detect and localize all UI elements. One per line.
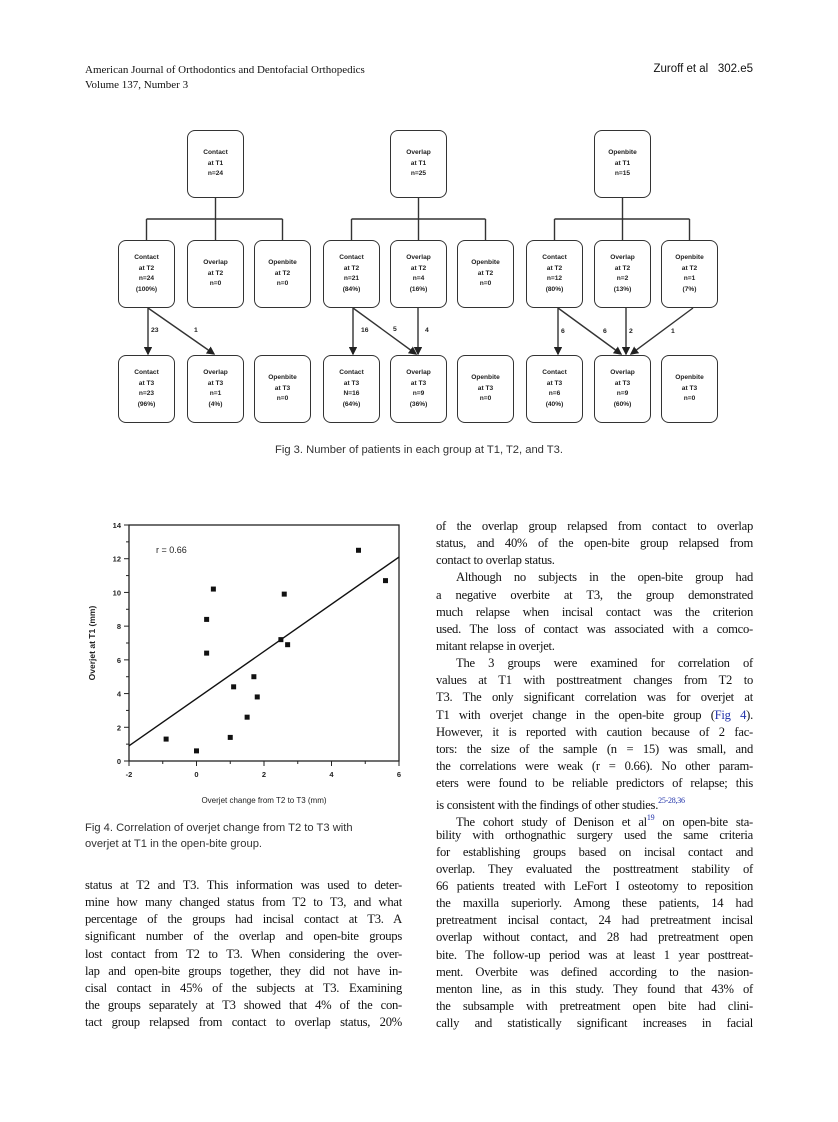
t3-status-box: Overlap at T3 n=1 (4%) — [187, 355, 244, 423]
text-segment: The cohort study of Denison et al — [456, 815, 647, 830]
y-tick-label: 10 — [112, 588, 121, 598]
page-number: 302.e5 — [717, 63, 753, 75]
figure-4-scatter-chart — [80, 515, 420, 815]
text-line — [436, 809, 753, 830]
text-segment: values at T1 with posttreatment changes from T2 to — [436, 673, 753, 688]
transition-count-label: 16 — [361, 327, 369, 334]
text-line — [436, 964, 753, 981]
t2-status-box: Contact at T2 n=24 (100%) — [118, 240, 175, 308]
text-line — [436, 724, 753, 741]
text-line — [85, 894, 402, 911]
text-line — [436, 929, 753, 946]
data-point — [211, 587, 216, 592]
x-tick-label: 6 — [396, 770, 402, 779]
text-segment: of the overlap group relapsed from contact to overlap — [436, 519, 753, 533]
text-line — [436, 775, 753, 792]
text-segment: contact to overlap status. — [436, 553, 555, 568]
text-line — [85, 928, 402, 945]
y-tick-label: 8 — [116, 622, 121, 632]
transition-count-label: 1 — [194, 327, 198, 334]
text-segment: the subsample with pretreatment open bite had clini- — [436, 998, 753, 1013]
x-tick-label: 0 — [194, 770, 199, 779]
t2-status-box: Openbite at T2 n=0 — [254, 240, 311, 308]
text-segment: pretreatment incisal contact, 24 had pretreatment incisal — [436, 913, 753, 928]
text-segment: cally and statistically significant increases in facial — [436, 1016, 753, 1031]
text-segment: bility with orthognathic surgery used the same criteria — [436, 827, 753, 842]
text-segment: cisal contact in 45% of the subjects at T3. Examining — [85, 980, 402, 995]
data-point — [251, 674, 256, 679]
data-point — [356, 548, 361, 553]
y-tick-label: 0 — [116, 757, 121, 766]
text-segment: much relapse when incisal contact was the criterion — [436, 604, 753, 619]
transition-count-label: 6 — [561, 328, 565, 335]
x-axis-label: Overjet change from T2 to T3 (mm) — [201, 796, 327, 805]
text-segment: eters were found to be reliable predictors of relapse; this — [436, 776, 753, 791]
y-tick-label: 2 — [116, 723, 121, 733]
transition-count-label: 2 — [629, 328, 633, 335]
figure-3-flow-diagram — [0, 0, 838, 470]
body-column-left — [85, 877, 402, 1031]
text-segment: status at T2 and T3. This information was used to deter- — [85, 878, 402, 892]
text-segment: a negative overbite at T3, the group demonstrated — [436, 587, 753, 602]
data-point — [194, 748, 199, 753]
text-line — [436, 707, 753, 724]
text-segment: lost contact from T2 to T3. When considering the over- — [85, 946, 402, 961]
data-point — [278, 637, 283, 642]
t2-status-box: Openbite at T2 n=1 (7%) — [661, 240, 718, 308]
text-line — [436, 878, 753, 895]
y-tick-label: 4 — [116, 689, 121, 699]
text-line — [436, 638, 753, 655]
text-line — [436, 741, 753, 758]
text-line — [85, 946, 402, 963]
data-point — [285, 642, 290, 647]
text-segment: The 3 groups were examined for correlation of — [456, 656, 753, 671]
text-segment: Although no subjects in the open-bite group had — [456, 570, 753, 585]
text-line — [436, 827, 753, 844]
flow-arrow — [631, 308, 693, 354]
text-segment: on open-bite sta- — [654, 815, 753, 830]
text-segment: the correlations were weak (r = 0.66). No other param- — [436, 758, 753, 773]
text-segment: T3. The only significant correlation was for overjet at — [436, 690, 753, 705]
text-line — [85, 1014, 402, 1031]
text-segment: used. The loss of contact was associated with a comco- — [436, 621, 753, 636]
text-line — [436, 861, 753, 878]
data-point — [164, 737, 169, 742]
y-tick-label: 12 — [112, 554, 121, 564]
t3-status-box: Contact at T3 N=16 (64%) — [323, 355, 380, 423]
figure-link[interactable]: Fig 4 — [714, 707, 747, 722]
t2-status-box: Overlap at T2 n=4 (16%) — [390, 240, 447, 308]
regression-line — [129, 557, 399, 746]
x-tick-label: -2 — [125, 770, 133, 779]
text-line — [436, 895, 753, 912]
data-point — [204, 617, 209, 622]
transition-count-label: 6 — [603, 328, 607, 335]
text-segment: status, and 40% of the open-bite group relapsed from — [436, 536, 753, 551]
t3-status-box: Openbite at T3 n=0 — [254, 355, 311, 423]
journal-volume: Volume 137, Number 3 — [85, 79, 189, 91]
text-line — [85, 980, 402, 997]
text-line — [436, 518, 753, 535]
text-line — [85, 963, 402, 980]
t3-status-box: Contact at T3 n=23 (96%) — [118, 355, 175, 423]
text-segment: mitant relapse in overjet. — [436, 638, 555, 653]
citation-superscript[interactable]: 25-28,36 — [658, 796, 685, 806]
x-tick-label: 2 — [261, 770, 267, 779]
text-line — [436, 1015, 753, 1032]
text-segment: ). — [746, 707, 753, 722]
text-line — [436, 758, 753, 775]
plot-frame — [129, 525, 399, 761]
t1-group-box: Openbite at T1 n=15 — [594, 130, 651, 198]
data-point — [383, 578, 388, 583]
text-line — [436, 998, 753, 1015]
t3-status-box: Openbite at T3 n=0 — [457, 355, 514, 423]
t3-status-box: Contact at T3 n=6 (40%) — [526, 355, 583, 423]
figure-3-caption: Fig 3. Number of patients in each group at T1, T2, and T3. — [275, 444, 563, 456]
text-segment: bite. The follow-up period was at least 1 year posttreat- — [436, 947, 753, 962]
x-tick-label: 4 — [329, 770, 334, 779]
flow-arrow — [558, 308, 621, 354]
text-segment: tors: the size of the sample (n = 15) was small, and — [436, 741, 753, 756]
text-segment: tact group relapsed from contact to overlap status, 20% — [85, 1015, 402, 1030]
text-line — [436, 947, 753, 964]
text-line — [436, 672, 753, 689]
transition-count-label: 23 — [151, 327, 159, 334]
figure-4-caption-line: overjet at T1 in the open-bite group. — [85, 837, 263, 850]
y-tick-label: 6 — [116, 655, 121, 665]
data-point — [282, 592, 287, 597]
transition-count-label: 5 — [393, 326, 397, 333]
text-line — [436, 621, 753, 638]
figure-4-caption — [85, 821, 353, 852]
text-line — [436, 981, 753, 998]
text-line — [436, 912, 753, 929]
text-line — [436, 844, 753, 861]
t3-status-box: Openbite at T3 n=0 — [661, 355, 718, 423]
text-segment: is consistent with the findings of other studies. — [436, 798, 659, 813]
text-segment: lap and open-bite groups together, they did not have in- — [85, 963, 402, 978]
journal-title: American Journal of Orthodontics and Dentofacial Orthopedics — [85, 64, 365, 76]
text-segment: 66 patients treated with LeFort I osteotomy to reposition — [436, 878, 753, 893]
citation-superscript[interactable]: 19 — [646, 813, 655, 823]
text-segment: overlap without contact, and 28 had pretreatment open — [436, 930, 753, 945]
text-segment: the maxilla superiorly. Among these patients, 14 had — [436, 896, 753, 911]
t3-status-box: Overlap at T3 n=9 (60%) — [594, 355, 651, 423]
data-point — [245, 715, 250, 720]
text-segment: percentage of the groups had incisal contact at T3. A — [85, 912, 402, 927]
t2-status-box: Openbite at T2 n=0 — [457, 240, 514, 308]
correlation-annotation: r = 0.66 — [156, 545, 187, 555]
text-line — [436, 604, 753, 621]
t3-status-box: Overlap at T3 n=9 (36%) — [390, 355, 447, 423]
text-line — [436, 569, 753, 586]
t2-status-box: Overlap at T2 n=0 — [187, 240, 244, 308]
body-column-right — [436, 518, 753, 1032]
y-tick-label: 14 — [112, 521, 121, 530]
t1-group-box: Contact at T1 n=24 — [187, 130, 244, 198]
text-line — [436, 587, 753, 604]
text-line — [436, 535, 753, 552]
text-line — [436, 655, 753, 672]
data-point — [231, 684, 236, 689]
text-segment: menton line, as in this study. They found that 43% of — [436, 981, 753, 996]
text-segment: T1 with overjet change in the open-bite group ( — [436, 707, 715, 722]
y-axis-label: Overjet at T1 (mm) — [87, 605, 97, 681]
text-line — [85, 911, 402, 928]
text-line — [436, 689, 753, 706]
transition-count-label: 1 — [671, 328, 675, 335]
authors: Zuroff et al — [653, 63, 709, 75]
t2-status-box: Contact at T2 n=21 (84%) — [323, 240, 380, 308]
data-point — [228, 735, 233, 740]
text-line — [85, 997, 402, 1014]
text-segment: However, it is reported with caution because of 2 fac- — [436, 724, 753, 739]
data-point — [204, 651, 209, 656]
t2-status-box: Contact at T2 n=12 (80%) — [526, 240, 583, 308]
figure-4-caption-line: Fig 4. Correlation of overjet change from T2 to T3 with — [85, 822, 353, 834]
text-segment: overlap. They evaluated the posttreatment stability of — [436, 861, 753, 876]
t1-group-box: Overlap at T1 n=25 — [390, 130, 447, 198]
text-line — [436, 552, 753, 569]
text-line — [85, 877, 402, 894]
t2-status-box: Overlap at T2 n=2 (13%) — [594, 240, 651, 308]
transition-count-label: 4 — [425, 327, 429, 334]
text-segment: the groups separately at T3 showed that 4% of the con- — [85, 997, 402, 1012]
text-line — [436, 792, 753, 813]
text-segment: mine how many changed status from T2 to T3, and what — [85, 895, 402, 910]
text-segment: for establishing groups based on incisal contact and — [436, 844, 753, 859]
text-segment: significant number of the overlap and open-bite groups — [85, 929, 402, 944]
data-point — [255, 694, 260, 699]
text-segment: ment. Overbite was defined according to the nasion- — [436, 964, 753, 979]
